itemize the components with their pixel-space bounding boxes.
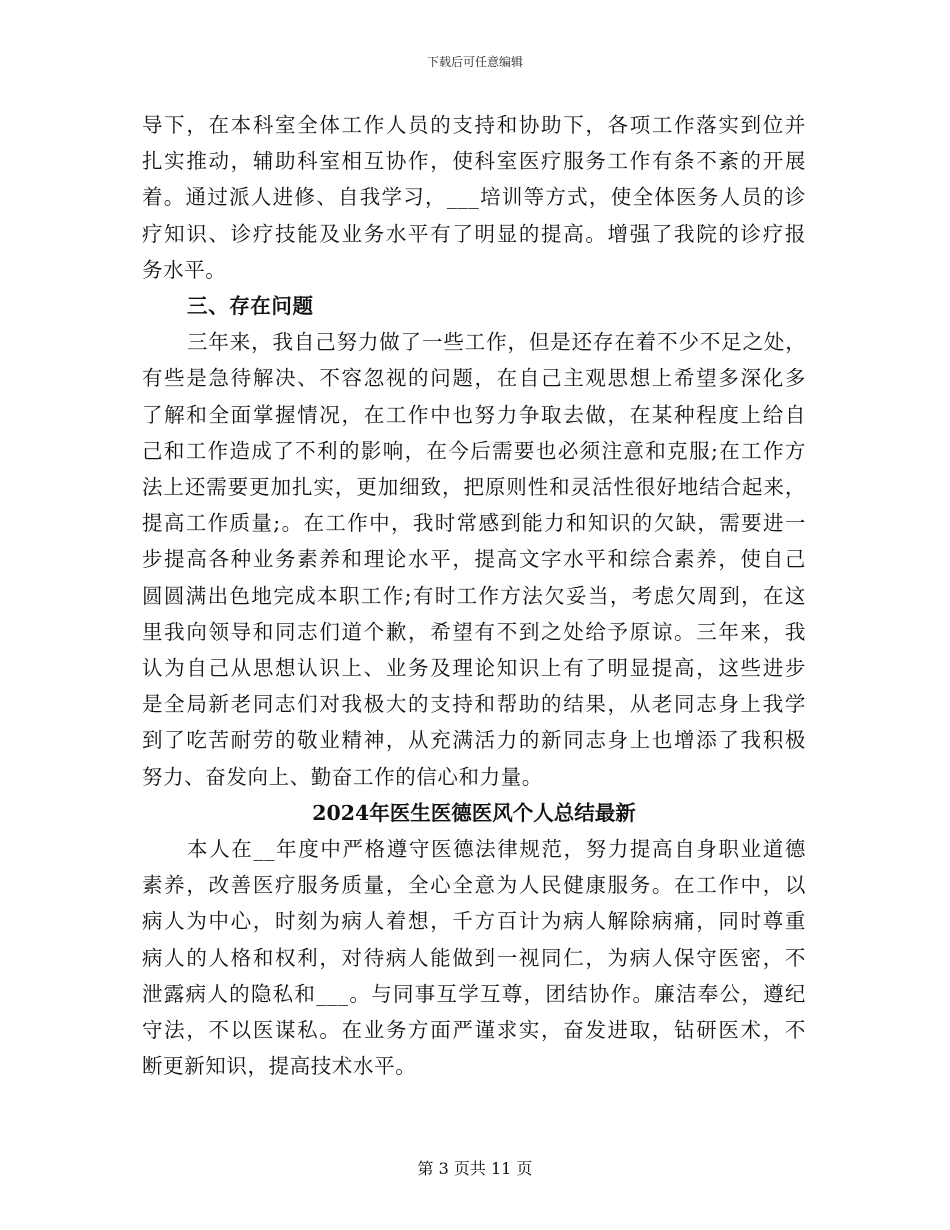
body-line: 步提高各种业务素养和理论水平，提高文字水平和综合素养，使自己 (142, 547, 806, 572)
page-footer: 第 3 页共 11 页 (417, 1159, 533, 1178)
body-line: 疗知识、诊疗技能及业务水平有了明显的提高。增强了我院的诊疗报 (142, 221, 806, 246)
body-line: 提高工作质量;。在工作中，我时常感到能力和知识的欠缺，需要进一 (142, 511, 806, 536)
body-line: 里我向领导和同志们道个歉，希望有不到之处给予原谅。三年来，我 (142, 619, 806, 644)
body-line: 守法，不以医谋私。在业务方面严谨求实，奋发进取，钻研医术，不 (142, 1018, 806, 1043)
body-line: 圆圆满出色地完成本职工作;有时工作方法欠妥当，考虑欠周到，在这 (142, 583, 806, 608)
section-heading: 三、存在问题 (187, 294, 314, 319)
body-line: 到了吃苦耐劳的敬业精神，从充满活力的新同志身上也增添了我积极 (142, 728, 806, 753)
body-line: 努力、奋发向上、勤奋工作的信心和力量。 (142, 764, 543, 789)
body-line: 己和工作造成了不利的影响，在今后需要也必须注意和克服;在工作方 (142, 438, 806, 463)
page-header-note: 下载后可任意编辑 (426, 55, 523, 69)
body-line: 导下，在本科室全体工作人员的支持和协助下，各项工作落实到位并 (142, 113, 806, 137)
body-line: 病人的人格和权利，对待病人能做到一视同仁，为病人保守医密，不 (142, 945, 806, 970)
body-line: 有些是急待解决、不容忽视的问题，在自己主观思想上希望多深化多 (142, 366, 806, 391)
body-line: 是全局新老同志们对我极大的支持和帮助的结果，从老同志身上我学 (142, 692, 806, 717)
body-line: 扎实推动，辅助科室相互协作，使科室医疗服务工作有条不紊的开展 (142, 149, 806, 174)
body-line: 泄露病人的隐私和___。与同事互学互尊，团结协作。廉洁奉公，遵纪 (142, 981, 806, 1006)
body-line: 病人为中心，时刻为病人着想，千方百计为病人解除病痛，同时尊重 (142, 909, 806, 934)
body-line: 认为自己从思想认识上、业务及理论知识上有了明显提高，这些进步 (142, 656, 806, 681)
body-line: 务水平。 (142, 257, 227, 282)
document-body (142, 107, 806, 1084)
body-line: 了解和全面掌握情况，在工作中也努力争取去做，在某种程度上给自 (142, 402, 806, 427)
body-line: 法上还需要更加扎实，更加细致，把原则性和灵活性很好地结合起来， (142, 475, 806, 500)
body-line: 断更新知识，提高技术水平。 (142, 1054, 417, 1079)
body-line: 素养，改善医疗服务质量，全心全意为人民健康服务。在工作中，以 (142, 873, 806, 898)
body-line: 本人在__年度中严格遵守医德法律规范，努力提高自身职业道德 (187, 837, 806, 862)
body-line: 三年来，我自己努力做了一些工作，但是还存在着不少不足之处， (187, 330, 806, 355)
body-line: 着。通过派人进修、自我学习，___培训等方式，使全体医务人员的诊 (142, 185, 806, 210)
article-title: 2024年医生医德医风个人总结最新 (312, 800, 636, 825)
